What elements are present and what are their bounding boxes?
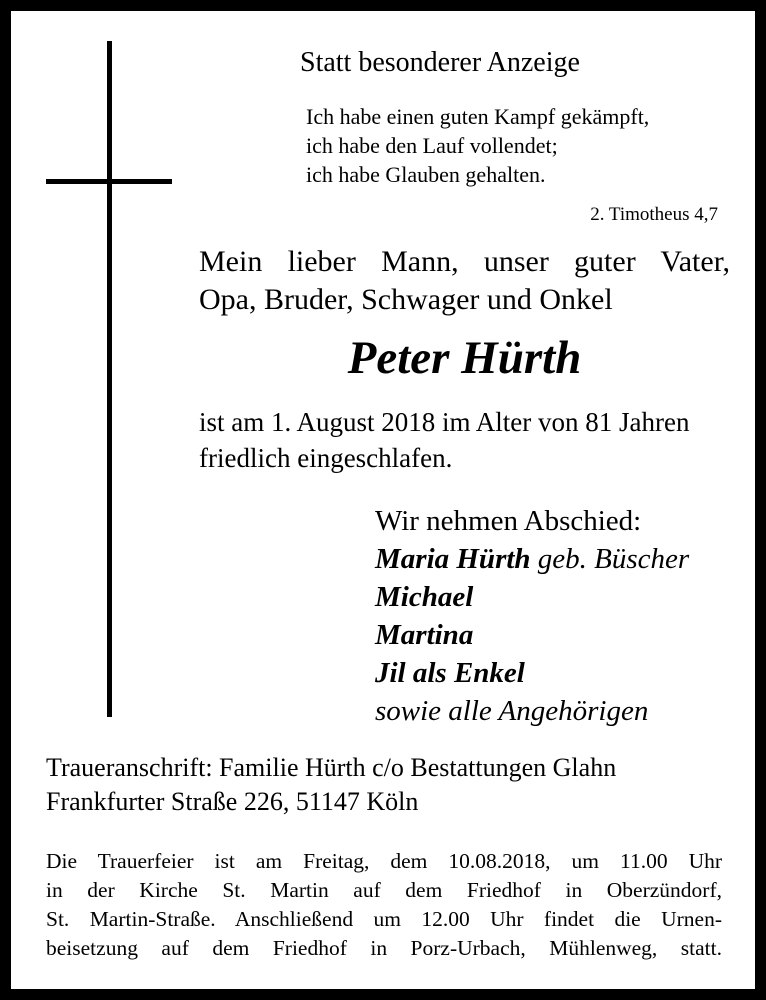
mourners-others: sowie alle Angehörigen (375, 695, 649, 727)
spouse-maiden-name: geb. Büscher (537, 543, 690, 575)
intro-line: Opa, Bruder, Schwager und Onkel (199, 283, 613, 316)
passing-statement (199, 404, 689, 476)
address-line: Frankfurter Straße 226, 51147 Köln (46, 787, 419, 816)
service-line: in der Kirche St. Martin auf dem Friedhof in Oberzündorf, (46, 878, 722, 902)
service-line: Die Trauerfeier ist am Freitag, dem 10.08.2018, um 11.00 Uhr (46, 849, 722, 873)
relation-intro (199, 243, 730, 319)
cross-icon-bar (46, 179, 172, 184)
bible-verse (306, 102, 649, 189)
verse-line: ich habe den Lauf vollendet; (306, 133, 558, 158)
passing-line: ist am 1. August 2018 im Alter von 81 Jahren (199, 407, 690, 437)
address-line: Traueranschrift: Familie Hürth c/o Bestattungen Glahn (46, 753, 617, 782)
mourners-list (375, 502, 689, 730)
spouse-name: Maria Hürth (375, 543, 531, 575)
mourner-spouse (375, 540, 689, 578)
mourner-child: Martina (375, 619, 474, 651)
funeral-service-info (46, 847, 722, 963)
mourners-intro: Wir nehmen Abschied: (375, 505, 642, 537)
passing-line: friedlich eingeschlafen. (199, 443, 453, 473)
mourner-child: Michael (375, 581, 474, 613)
intro-line: Mein lieber Mann, unser guter Vater, (199, 245, 730, 278)
mourning-address (46, 751, 616, 819)
verse-line: ich habe Glauben gehalten. (306, 162, 546, 187)
notice-heading: Statt besonderer Anzeige (300, 47, 580, 78)
deceased-name: Peter Hürth (347, 332, 582, 384)
verse-line: Ich habe einen guten Kampf gekämpft, (306, 104, 650, 129)
cross-icon (107, 41, 112, 717)
mourner-grandchild: Jil als Enkel (375, 657, 525, 689)
verse-reference: 2. Timotheus 4,7 (590, 204, 718, 225)
service-line: beisetzung auf dem Friedhof in Porz-Urbach, Mühlenweg, statt. (46, 936, 722, 960)
service-line: St. Martin-Straße. Anschließend um 12.00 Uhr findet die Urnen- (46, 907, 722, 931)
